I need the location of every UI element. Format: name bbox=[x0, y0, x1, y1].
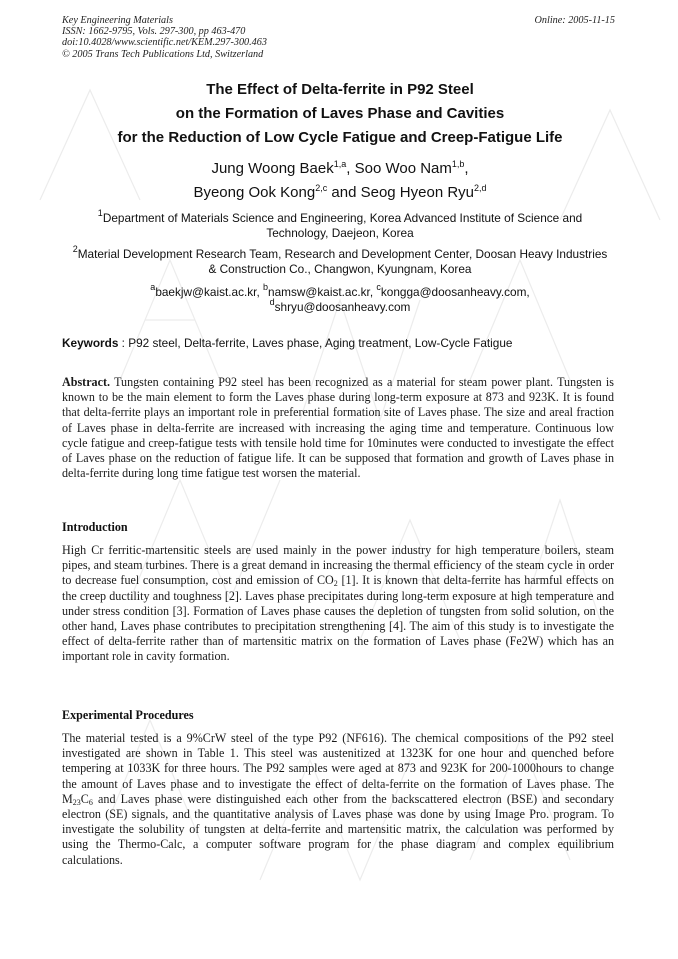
title-line-3: for the Reduction of Low Cycle Fatigue and Creep-Fatigue Life bbox=[117, 129, 563, 146]
title-line-2: on the Formation of Laves Phase and Cavities bbox=[175, 105, 505, 122]
author-and: and bbox=[327, 184, 361, 201]
keywords-text: : P92 steel, Delta-ferrite, Laves phase, Aging treatment, Low-Cycle Fatigue bbox=[118, 336, 513, 350]
journal-header bbox=[62, 15, 392, 60]
email-link[interactable]: namsw@kaist.ac.kr, bbox=[268, 285, 377, 299]
author-line-1: Jung Woong Baek$^{1,a}$, Soo Woo Nam$^{1,b}$, bbox=[211, 159, 469, 177]
author-sup: 1,a bbox=[333, 159, 347, 169]
affiliation-2 bbox=[70, 244, 610, 278]
affiliation-sup: 2 bbox=[72, 244, 78, 254]
abstract-label: Abstract. bbox=[62, 375, 111, 389]
subscript: 23 bbox=[72, 797, 81, 807]
email-sup: c bbox=[376, 282, 381, 292]
experimental-heading: Experimental Procedures bbox=[62, 708, 194, 722]
title-line-1: The Effect of Delta-ferrite in P92 Steel bbox=[206, 81, 474, 98]
paper-title bbox=[60, 78, 620, 150]
email-sup: d bbox=[269, 297, 275, 308]
author-name: Soo Woo Nam bbox=[354, 160, 452, 177]
introduction-heading: Introduction bbox=[62, 520, 128, 534]
intro-text-part: [1]. It is known that delta-ferrite has harmful effects on the creep ductility and toughness [2]. Laves phase precipitates during long-term exposure at high temperature and under stress condition [3]. Formation of Laves phase causes the depletion of tungsten from solid solution, on the other hand, Laves phase contributes to precipitation strengthening [4]. The aim of this study is to investigate the effect of delta-ferrite rather than of martensitic matrix on the formation of Laves phase (Fe2W) which has an important role in cavity formation. bbox=[62, 573, 614, 664]
email-link[interactable]: baekjw@kaist.ac.kr, bbox=[155, 285, 264, 299]
experimental-text bbox=[62, 731, 614, 868]
copyright-line: © 2005 Trans Tech Publications Ltd, Switzerland bbox=[62, 48, 264, 60]
exp-text-part: and Laves phase were distinguished each other from the backscattered electron (BSE) and secondary electron (SE) signals, and the quantitative analysis of Laves phase was done by using Image Pro. program. To investigate the solubility of tungsten at delta-ferrite and martensitic matrix, the calculation was performed by using the Thermo-Calc, a computer software program for the phase diagram and complex equilibrium calculations. bbox=[62, 791, 614, 867]
author-name: Jung Woong Baek bbox=[211, 160, 334, 177]
author-list bbox=[60, 157, 620, 205]
author-sup: 2,d bbox=[474, 183, 487, 193]
author-line-2 bbox=[60, 181, 620, 205]
affiliation-text: Material Development Research Team, Research and Development Center, Doosan Heavy Industries & Construction Co., Changwon, Kyungnam, Korea bbox=[77, 247, 608, 277]
issn-line: ISSN: 1662-9795, Vols. 297-300, pp 463-470 bbox=[62, 26, 246, 38]
affiliation-sup: 1 bbox=[97, 208, 103, 218]
affiliation-text: Department of Materials Science and Engineering, Korea Advanced Institute of Science and Technology, Daejeon, Korea bbox=[102, 211, 583, 241]
abstract bbox=[62, 375, 614, 481]
online-date: Online: 2005-11-15 bbox=[534, 15, 615, 26]
intro-text-part: High Cr ferritic-martensitic steels are used mainly in the power industry for high temperature boilers, steam pipes, and steam turbines. There is a great demand in increasing the thermal efficiency of the steam cycle in order to decrease fuel consumption, cost and emission of CO bbox=[62, 543, 614, 588]
keywords bbox=[62, 336, 618, 351]
journal-name: Key Engineering Materials bbox=[62, 15, 173, 26]
keywords-label: Keywords bbox=[62, 336, 119, 350]
email-sup: b bbox=[263, 282, 269, 292]
author-sup: 1,b bbox=[451, 159, 465, 169]
author-name: Byeong Ook Kong bbox=[193, 184, 316, 201]
author-name: Seog Hyeon Ryu bbox=[360, 184, 475, 201]
author-sup: 2,c bbox=[315, 183, 328, 193]
introduction-text bbox=[62, 543, 614, 665]
email-sup: a bbox=[150, 282, 156, 292]
email-link[interactable]: shryu@doosanheavy.com bbox=[274, 300, 411, 315]
doi-line[interactable]: doi:10.4028/www.scientific.net/KEM.297-300.463 bbox=[62, 37, 267, 49]
abstract-text: Tungsten containing P92 steel has been recognized as a material for steam power plant. Tungsten is known to be the main element to form the Laves phase during long-term exposure at 873 and 923K. It is found that delta-ferrite plays an important role in preferential formation site of Laves phase. The size and areal fraction of Laves phase in delta-ferrite are increased with increasing the aging time and temperature. Continuous low cycle fatigue and creep-fatigue tests with tensile hold time for 10minutes were conducted to investigate the effect of Laves phase on the reduction of fatigue life. It can be supposed that formation and growth of Laves phase in delta-ferrite during long time fatigue test worsen the material. bbox=[62, 375, 614, 481]
email-list bbox=[70, 282, 610, 316]
subscript: 2 bbox=[333, 579, 338, 589]
exp-text-part: The material tested is a 9%CrW steel of the type P92 (NF616). The chemical compositions of the P92 steel investigated are shown in Table 1. This steel was austenitized at 1323K for one hour and quenched before tempering at 1033K for three hours. The P92 samples were aged at 873 and 923K for 200-1000hours to change the amount of Laves phase and to investigate the effect of delta-ferrite on the formation of Laves phase. The M bbox=[62, 731, 614, 806]
exp-text-part: C bbox=[80, 791, 89, 806]
email-link[interactable]: kongga@doosanheavy.com, bbox=[380, 285, 530, 299]
affiliation-1 bbox=[70, 208, 610, 242]
subscript: 6 bbox=[88, 797, 93, 807]
